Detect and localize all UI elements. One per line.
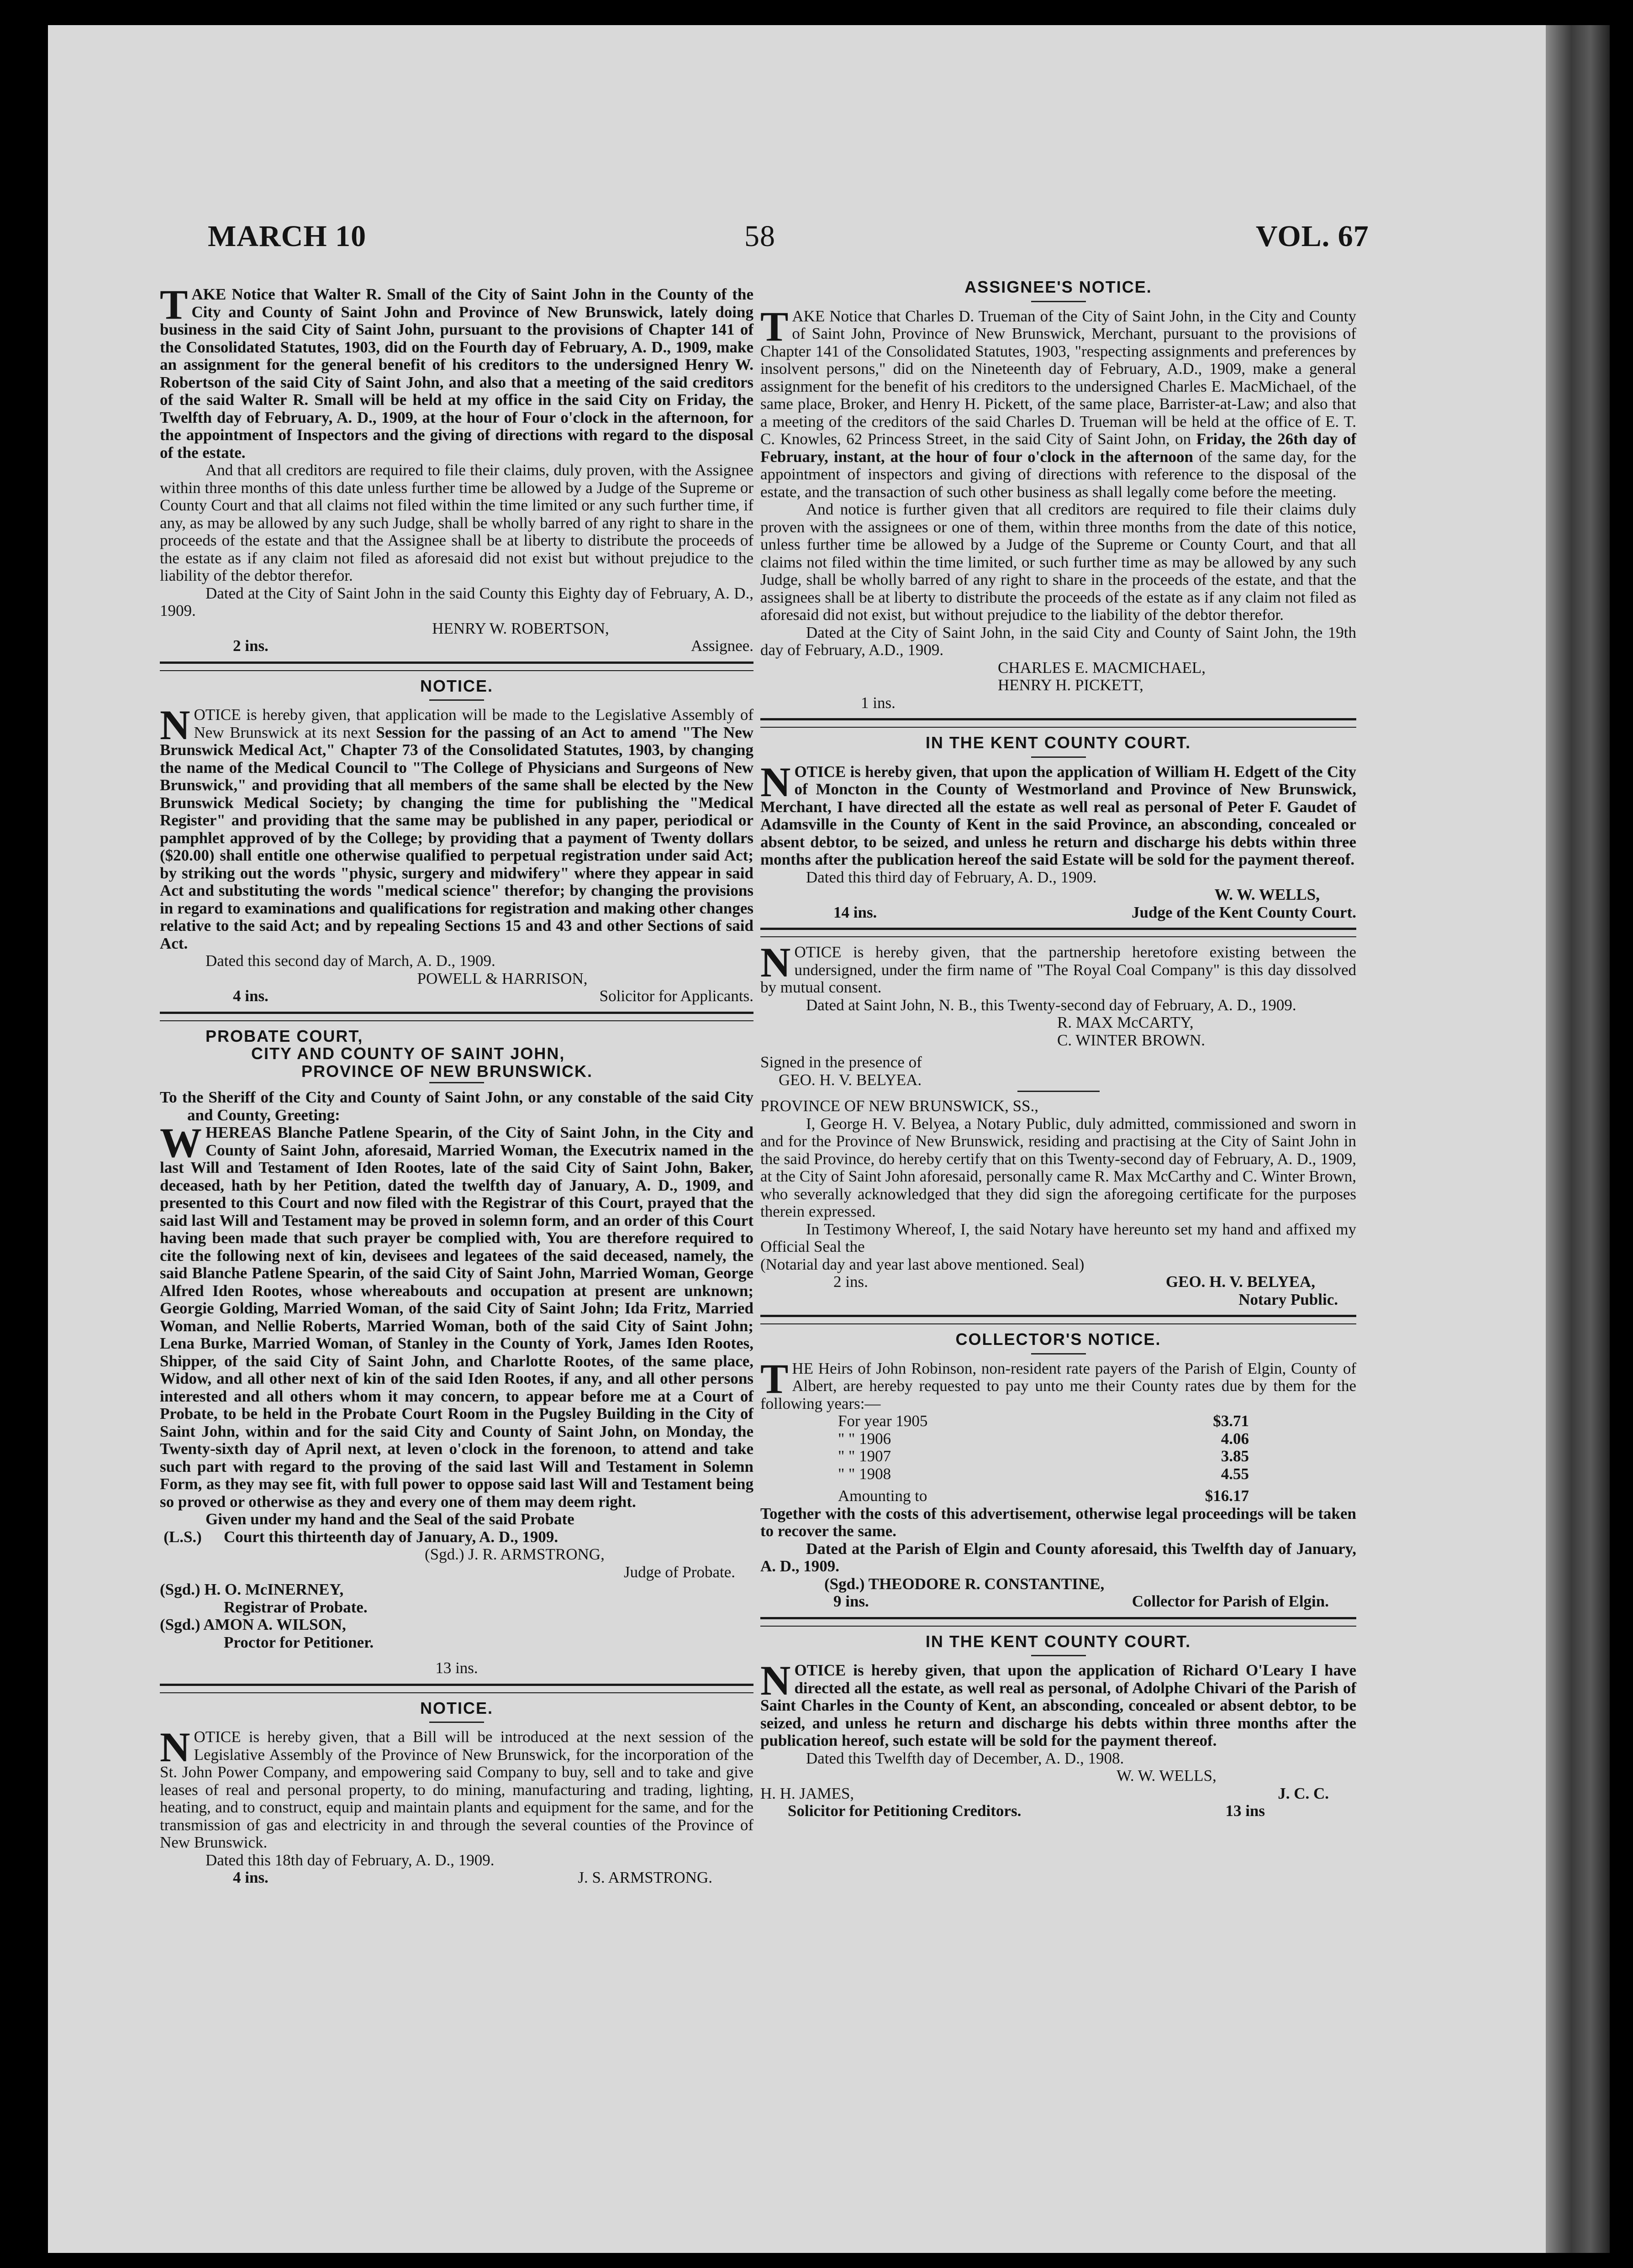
locus-sigilli: (L.S.) — [163, 1528, 202, 1546]
probate-court-notice: PROBATE COURT, CITY AND COUNTY OF SAINT JOHN, PROVINCE OF NEW BRUNSWICK. To the Sheriff of the City and County of Saint John, or any constable of the said City and County, Greeting: WHEREAS Blanche Patlene Spearin, of the City of Saint John, in the City and County of Saint John, aforesaid, Married Woman, the Executrix named in the last Will and Testament of Iden Rootes, late of the said City of Saint John, Baker, deceased, hath by her Petition, dated the twelfth day of January, A. D., 1909, and presented to this Court and now filed with the Registrar of this Court, prayed that the said last Will and Testament may be proved in solemn form, and an order of this Court having been made that such prayer be complied with, You are therefore required to cite the following next of kin, devisees and legatees of the said deceased, namely, the said Blanche Patlene Spearin, of the said City of Saint John, Married Woman, George Alfred Iden Rootes, whose whereabouts and occupation at present are unknown; Georgie Golding, Married Woman, of the said City of Saint John; Ida Fritz, Married Woman, and Nellie Roberts, Married Woman, both of the said City of Saint John; Lena Burke, Married Woman, of Stanley in the County of York, James Iden Rootes, Shipper, of the said City of Saint John, and Charlotte Rootes, of the same place, Widow, and all other next of kin of the said Iden Rootes, if any, and all other persons interested and all others whom it may concern, to appear before me at a Court of Probate, to be held in the Probate Court Room in the Pugsley Building in the City of Saint John, within and for the said City and County of Saint John, on Monday, the Twenty-sixth day of April next, at leven o'clock in the forenoon, to attend and take such part with regard to the proving of the said last Will and Testament in Solemn Form, as they may see fit, with full power to oppose said last Will and Testament being so proved or otherwise as they and every one of them may deem right. Given under my hand and the Seal of the said Probate (L.S.) Court this thirteenth day of January, A. D., 1909. (Sgd.) J. R. ARMSTRONG, Judge of Probate. (Sgd.) H. O. McINERNEY, Registrar of Probate. (Sgd.) AMON A. WILSON, Proctor for Petitioner. 13 ins. — [160, 1026, 753, 1677]
heading-rule — [429, 1082, 484, 1083]
book-binding — [1546, 25, 1610, 2253]
drop-cap: T — [760, 303, 789, 350]
partnership-dissolution-notice: NOTICE is hereby given, that the partnership heretofore existing between the undersigned, under the firm name of "The Royal Coal Company" is this day dissolved by mutual consent. Dated at Saint John, N. B., this Twenty-second day of February, A. D., 1909. R. MAX McCARTY, C. WINTER BROWN. Signed in the presence of GEO. H. V. BELYEA. PROVINCE OF NEW BRUNSWICK, SS., I, George H. V. Belyea, a Notary Public, duly admitted, commissioned and sworn in and for the Province of New Brunswick, residing and practising at the City of Saint John in the said Province, do hereby certify that on this Twenty-second day of February, A. D., 1909, at the City of Saint John aforesaid, personally came R. Max McCarthy and C. Winter Brown, who severally acknowledged that they did sign the aforegoing certificate for the purposes therein expressed. In Testimony Whereof, I, the said Notary have hereunto set my hand and affixed my Official Seal the (Notarial day and year last above mentioned. Seal) 2 ins. GEO. H. V. BELYEA, Notary Public. — [760, 939, 1356, 1308]
solicitor-signature: H. H. JAMES, — [760, 1784, 854, 1802]
signer-role: Solicitor for Applicants. — [599, 987, 753, 1005]
witness-signature: GEO. H. V. BELYEA. — [779, 1071, 922, 1089]
section-rule — [760, 718, 1356, 728]
judge-signature: (Sgd.) J. R. ARMSTRONG, — [425, 1545, 605, 1563]
section-rule — [760, 1315, 1356, 1324]
rate-row: " " 1907 3.85 — [838, 1447, 1249, 1465]
notice-heading: IN THE KENT COUNTY COURT. — [925, 1632, 1191, 1651]
section-rule — [160, 662, 753, 671]
left-column — [160, 256, 753, 1887]
signer-name: W. W. WELLS, — [1214, 886, 1320, 903]
heading-rule — [1031, 756, 1086, 758]
insertion-count: 13 ins — [1225, 1802, 1265, 1820]
heading-rule — [1017, 1091, 1100, 1092]
page-number: 58 — [744, 220, 775, 253]
kent-court-notice-chivari: IN THE KENT COUNTY COURT. NOTICE is hereby given, that upon the application of Richard O'Leary I have directed all the estate, as well real as personal, of Adolphe Chivari of the Parish of Saint Charles in the County of Kent, an absconding, concealed or absent debtor, to be seized, and unless he return and discharge his debts within three months after the publication hereof, such estate will be sold for the payment thereof. Dated this Twelfth day of December, A. D., 1908. W. W. WELLS, H. H. JAMES, J. C. C. Solicitor for Petitioning Creditors. 13 ins — [760, 1632, 1356, 1820]
issue-date: MARCH 10 — [208, 220, 367, 253]
signer-name: POWELL & HARRISON, — [417, 969, 588, 987]
notice-heading: NOTICE. — [420, 676, 493, 695]
collectors-notice: COLLECTOR'S NOTICE. THE Heirs of John Robinson, non-resident rate payers of the Parish of Elgin, County of Albert, are hereby requested to pay unto me their County rates due by them for the following years:— For year 1905 $3.71 " " 1906 4.06 " " 1907 3.85 " " 1908 4.55 Amounting to $16.17 Together with the costs of this advertisement, otherwise legal proceedings will be taken to recover the same. Dated at the Parish of Elgin and County aforesaid, this Twelfth day of January, A. D., 1909. (Sgd.) THEODORE R. CONSTANTINE, 9 ins. Collector for Parish of Elgin. — [760, 1330, 1356, 1610]
drop-cap: T — [160, 281, 188, 328]
insertion-count: 1 ins. — [861, 693, 896, 712]
judge-signature: W. W. WELLS, — [1117, 1767, 1217, 1785]
signer-name: J. S. ARMSTRONG. — [578, 1869, 712, 1886]
page-header — [0, 219, 1633, 260]
notice-heading: COLLECTOR'S NOTICE. — [955, 1330, 1161, 1349]
province-line: PROVINCE OF NEW BRUNSWICK, SS., — [760, 1097, 1039, 1115]
rate-row: For year 1905 $3.71 — [838, 1412, 1249, 1430]
insertion-count: 4 ins. — [233, 987, 269, 1005]
section-rule — [160, 1012, 753, 1021]
rates-table — [838, 1412, 1249, 1505]
notice-heading: NOTICE. — [420, 1698, 493, 1717]
drop-cap: W — [160, 1119, 202, 1166]
registrar-signature: (Sgd.) H. O. McINERNEY, — [160, 1580, 344, 1598]
insertion-count: 2 ins. — [833, 1273, 868, 1291]
proctor-signature: (Sgd.) AMON A. WILSON, — [160, 1616, 346, 1633]
assignee-notice-trueman: ASSIGNEE'S NOTICE. TAKE Notice that Charles D. Trueman of the City of Saint John, in the City and County of Saint John, Province of New Brunswick, Merchant, pursuant to the provisions of Chapter 141 of the Consolidated Statutes, 1903, "respecting assignments and preferences by insolvent persons," did on the Nineteenth day of February, A.D., 1909, make a general assignment for the benefit of his creditors to the undersigned Charles E. MacMichael, of the same place, Broker, and Henry H. Pickett, of the same place, Barrister-at-Law; and also that a meeting of the creditors of the said Charles D. Trueman will be held at the office of E. T. C. Knowles, 62 Princess Street, in the said City of Saint John, on Friday, the 26th day of February, instant, at the hour of four o'clock in the afternoon of the same day, for the appointment of inspectors and giving of directions with reference to the disposal of the estate, and the transaction of such other business as shall legally come before the meeting. And notice is further given that all creditors are required to file their claims duly proven with the assignees or one of them, within three months from the date of this notice, unless further time be allowed by a Judge of the Supreme or County Court, and that all claims not filed within the time limited, or such further time as may be allowed by any such Judge, shall be wholly barred of any right to share in the proceeds of the estate, and that the assignees shall be at liberty to distribute the proceeds of the estate as if any claim not filed as aforesaid did not exist, but without prejudice to the liability of the debtor therefor. Dated at the City of Saint John, in the said City and County of Saint John, the 19th day of February, A.D., 1909. CHARLES E. MACMICHAEL, HENRY H. PICKETT, 1 ins. — [760, 278, 1357, 712]
drop-cap: N — [760, 1657, 791, 1704]
insertion-count: 4 ins. — [233, 1869, 269, 1886]
section-rule — [760, 1617, 1356, 1627]
drop-cap: T — [760, 1355, 789, 1402]
address-line: To the Sheriff of the City and County of Saint John, or any constable of the said City and County, Greeting: — [160, 1088, 753, 1124]
signer-role: Judge of the Kent County Court. — [1132, 903, 1356, 921]
insertion-count: 13 ins. — [435, 1659, 478, 1677]
rate-row: " " 1908 4.55 — [838, 1465, 1249, 1483]
insertion-count: 9 ins. — [833, 1592, 869, 1610]
right-column — [760, 256, 1356, 1820]
notice-heading: ASSIGNEE'S NOTICE. — [964, 278, 1152, 296]
heading-rule — [1031, 301, 1086, 302]
assignment-notice-small: TAKE Notice that Walter R. Small of the City of Saint John in the County of the City and County of Saint John and Province of New Brunswick, lately doing business in the said City of Saint John, pursuant to the provisions of Chapter 141 of the Consolidated Statutes, 1903, did on the Fourth day of February, A. D., 1909, make an assignment for the general benefit of his creditors to the undersigned Henry W. Robertson of the said City of Saint John, and also that a meeting of the said creditors of the said Walter R. Small will be held at my office in the said City on Friday, the Twelfth day of February, A. D., 1909, at the hour of Four o'clock in the afternoon, for the appointment of Inspectors and the giving of directions with regard to the disposal of the estate. And that all creditors are required to file their claims, duly proven, with the Assignee within three months of this date unless further time be allowed by a Judge of the Supreme or County Court and that all claims not filed within the time limited or any such further time, if any, as may be allowed by any such Judge, shall be wholly barred of any right to share in the proceeds of the estate and that the Assignee shall be at liberty to distribute the proceeds of the estate as if any claim not filed as aforesaid did not exist but without prejudice to the liability of the debtor therefor. Dated at the City of Saint John in the said County this Eighty day of February, A. D., 1909. HENRY W. ROBERTSON, 2 ins. Assignee. — [160, 281, 753, 655]
heading-rule — [429, 1722, 484, 1723]
drop-cap: N — [160, 1724, 190, 1770]
heading-rule — [429, 699, 484, 701]
insertion-count: 2 ins. — [233, 637, 269, 655]
heading-rule — [1031, 1655, 1086, 1656]
heading-rule — [1031, 1353, 1086, 1354]
insertion-count: 14 ins. — [833, 903, 877, 921]
rate-total-row: Amounting to $16.17 — [838, 1487, 1249, 1505]
signer-role: Assignee. — [690, 637, 753, 655]
signer-name: HENRY H. PICKETT, — [998, 676, 1143, 694]
drop-cap: N — [160, 702, 190, 748]
signer-role: Solicitor for Petitioning Creditors. — [788, 1802, 1022, 1820]
kent-court-notice-gaudet: IN THE KENT COUNTY COURT. NOTICE is hereby given, that upon the application of William H. Edgett of the City of Moncton in the County of Westmorland and Province of New Brunswick, Merchant, I have directed all the estate as well real as personal of Peter F. Gaudet of Adamsville in the County of Kent in the said Province, an absconding, concealed or absent debtor, to be seized, and unless he return and discharge his debts within three months after the publication hereof the said Estate will be sold for the payment thereof. Dated this third day of February, A. D., 1909. W. W. WELLS, 14 ins. Judge of the Kent County Court. — [760, 733, 1356, 921]
collector-signature: (Sgd.) THEODORE R. CONSTANTINE, — [824, 1575, 1105, 1593]
signer-name: CHARLES E. MACMICHAEL, — [998, 658, 1206, 677]
notice-heading: IN THE KENT COUNTY COURT. — [925, 733, 1191, 752]
signer-role: Collector for Parish of Elgin. — [1132, 1592, 1329, 1610]
rate-row: " " 1906 4.06 — [838, 1429, 1249, 1448]
notary-signature: GEO. H. V. BELYEA, — [1165, 1273, 1315, 1291]
partner-signature: C. WINTER BROWN. — [1057, 1031, 1206, 1049]
power-company-notice: NOTICE. NOTICE is hereby given, that a Bill will be introduced at the next session of the Legislative Assembly of the Province of New Brunswick, for the incorporation of the St. John Power Company, and empowering said Company to buy, sell and to take and give leases of real and personal property, to do mining, manufacturing and trading, lighting, heating, and to construct, equip and maintain plants and equipment for the same, and for the transmission of gas and electricity in and through the several counties of the Province of New Brunswick. Dated this 18th day of February, A. D., 1909. 4 ins. J. S. ARMSTRONG. — [160, 1698, 753, 1886]
medical-act-notice: NOTICE. NOTICE is hereby given, that application will be made to the Legislative Assembly of New Brunswick at its next Session for the passing of an Act to amend "The New Brunswick Medical Act," Chapter 73 of the Consolidated Statutes, 1903, by changing the name of the Medical Council to "The College of Physicians and Surgeons of New Brunswick," and providing that all members of the same shall be elected by the New Brunswick Medical Society; by changing the time for publishing the "Medical Register" and providing that the same may be published in any paper, periodical or pamphlet approved of by the College; by providing that a payment of Twenty dollars ($20.00) shall entitle one otherwise qualified to perpetual registration under said Act; by striking out the words "physic, surgery and midwifery" where they appear in said Act and substituting the words "medical science" therefor; by changing the provisions in regard to examinations and qualifications for registration and making other changes relative to the said Act; and by repealing Sections 15 and 43 and other Sections of said Act. Dated this second day of March, A. D., 1909. POWELL & HARRISON, 4 ins. Solicitor for Applicants. — [160, 676, 754, 1005]
section-rule — [160, 1684, 753, 1693]
section-rule — [760, 928, 1356, 937]
volume-number: VOL. 67 — [1256, 220, 1369, 253]
drop-cap: N — [760, 939, 791, 986]
notarial-seal-note: (Notarial day and year last above mentioned. Seal) — [760, 1255, 1085, 1273]
signer-name: HENRY W. ROBERTSON, — [432, 619, 609, 637]
partner-signature: R. MAX McCARTY, — [1057, 1013, 1194, 1031]
drop-cap: N — [760, 758, 791, 805]
